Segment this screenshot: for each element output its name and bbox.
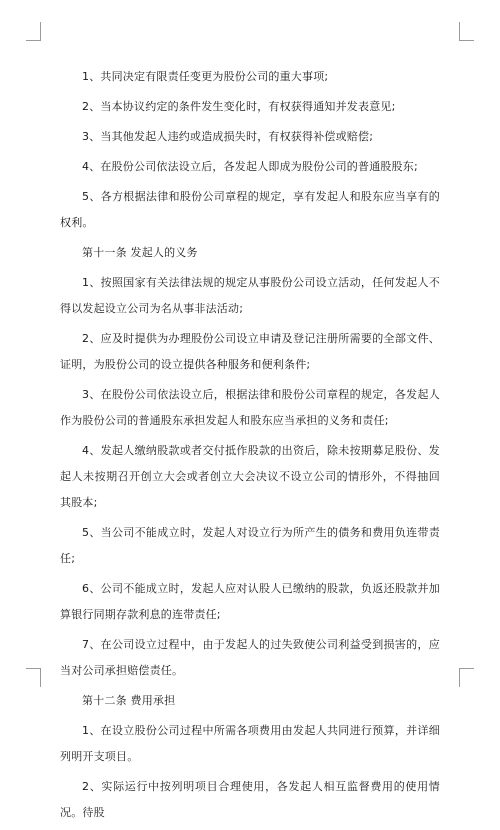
paragraph: 1、共同决定有限责任变更为股份公司的重大事项; bbox=[82, 70, 329, 83]
crop-mark-top-left bbox=[26, 22, 41, 41]
section-heading: 第十二条 费用承担 bbox=[82, 694, 176, 707]
paragraph: 1、在设立股份公司过程中所需各项费用由发起人共同进行预算，并详细列明开支项目。 bbox=[60, 724, 440, 763]
paragraph: 7、在公司设立过程中，由于发起人的过失致使公司利益受到损害的，应当对公司承担赔偿责任。 bbox=[60, 638, 440, 677]
paragraph: 3、当其他发起人违约或造成损失时，有权获得补偿或赔偿; bbox=[82, 130, 374, 143]
paragraph: 5、各方根据法律和股份公司章程的规定，享有发起人和股东应当享有的权利。 bbox=[60, 190, 440, 229]
paragraph: 5、当公司不能成立时，发起人对设立行为所产生的债务和费用负连带责任; bbox=[60, 526, 440, 565]
paragraph: 2、实际运行中按列明项目合理使用，各发起人相互监督费用的使用情况。待股 bbox=[60, 780, 440, 819]
crop-mark-bottom-left bbox=[26, 668, 41, 687]
paragraph: 2、应及时提供为办理股份公司设立申请及登记注册所需要的全部文件、证明，为股份公司的设立提供各种服务和便利条件; bbox=[60, 332, 440, 371]
paragraph: 1、按照国家有关法律法规的规定从事股份公司设立活动，任何发起人不得以发起设立公司为名从事非法活动; bbox=[60, 276, 440, 315]
paragraph: 6、公司不能成立时，发起人应对认股人已缴纳的股款，负返还股款并加算银行同期存款利息的连带责任; bbox=[60, 582, 440, 621]
paragraph: 4、发起人缴纳股款或者交付抵作股款的出资后，除未按期募足股份、发起人未按期召开创立大会或者创立大会决议不设立公司的情形外，不得抽回其股本; bbox=[60, 444, 440, 509]
paragraph: 2、当本协议约定的条件发生变化时，有权获得通知并发表意见; bbox=[82, 100, 396, 113]
paragraph: 3、在股份公司依法设立后，根据法律和股份公司章程的规定，各发起人作为股份公司的普通股东承担发起人和股东应当承担的义务和责任; bbox=[60, 388, 440, 427]
crop-mark-top-right bbox=[459, 22, 474, 41]
section-heading: 第十一条 发起人的义务 bbox=[82, 246, 198, 259]
paragraph: 4、在股份公司依法设立后，各发起人即成为股份公司的普通股股东; bbox=[82, 160, 418, 173]
crop-mark-bottom-right bbox=[459, 668, 474, 687]
document-body bbox=[60, 64, 440, 830]
